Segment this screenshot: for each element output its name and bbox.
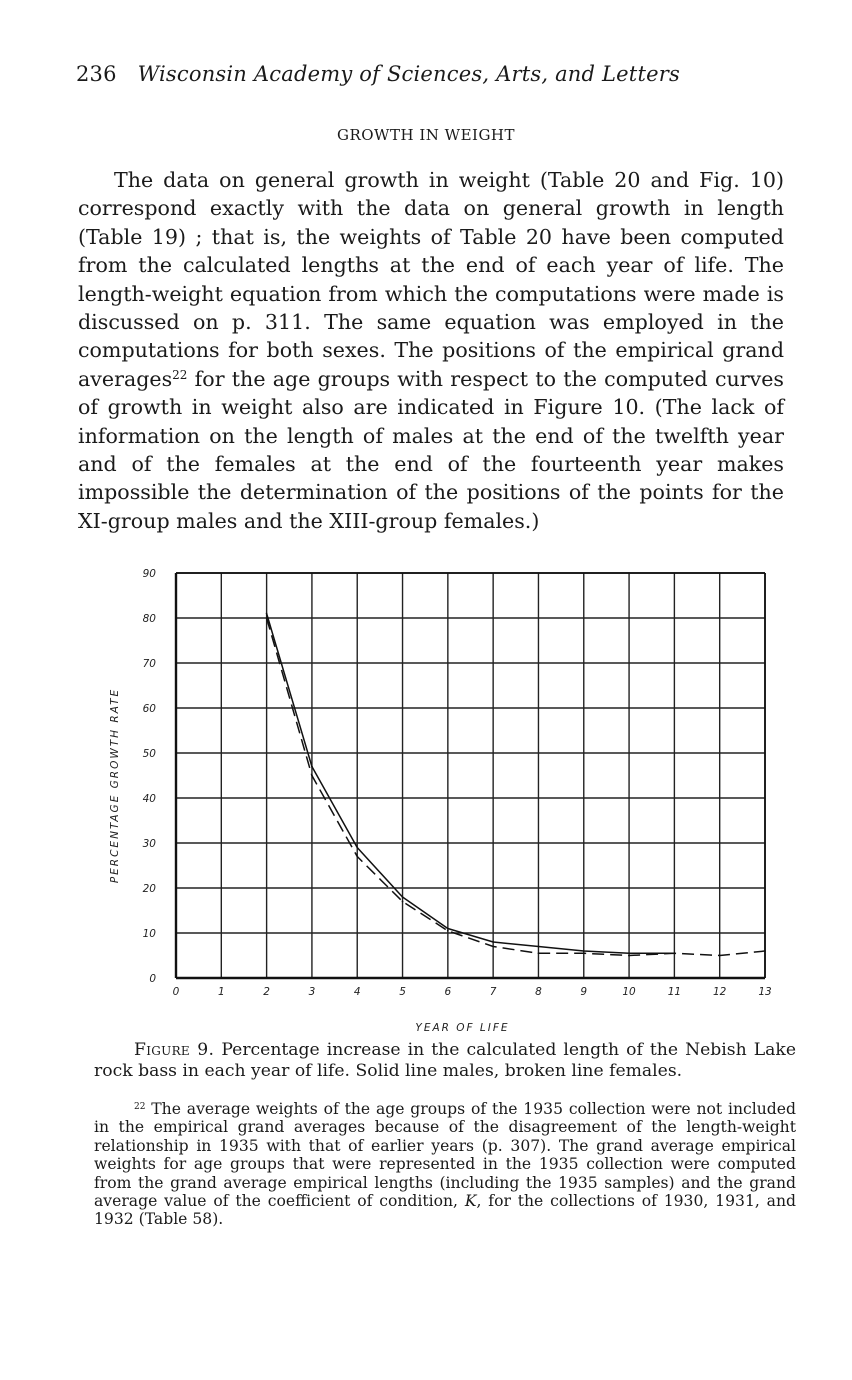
y-tick-label: 40 [142, 793, 156, 805]
data-point-dashed [447, 930, 449, 932]
y-tick-label: 50 [142, 748, 156, 760]
data-point-solid [583, 950, 585, 952]
footnote-text-a: The average weights of the age groups of the 1935 collection were not included in the empirical grand averages because of the disagreement of the length-weight relationship in 1935 with that of earlier years (p. 307). The grand average empirical weights for age groups that were represented in the 1935 collection were computed from the grand average empirical lengths (including the 1935 samples) and the grand average value of the coefficient of condition, [94, 1100, 796, 1211]
x-axis-label: YEAR OF LIFE [415, 1022, 510, 1034]
data-point-solid [311, 766, 313, 768]
x-tick-label: 9 [580, 986, 588, 998]
data-point-dashed [311, 775, 313, 777]
y-tick-label: 70 [142, 658, 156, 670]
x-tick-label: 0 [172, 986, 180, 998]
data-point-dashed [673, 952, 675, 954]
x-tick-label: 10 [622, 986, 636, 998]
data-point-solid [266, 613, 268, 615]
x-tick-label: 11 [667, 986, 682, 998]
body-paragraph [78, 166, 784, 535]
footnote-reference: 22 [172, 367, 188, 382]
chart-svg [100, 560, 800, 1040]
footnote-text-b: , for the collections of 1930, 1931, and 1932 (Table 58). [94, 1192, 796, 1229]
x-tick-label: 3 [308, 986, 316, 998]
growth-rate-chart [100, 560, 800, 1040]
x-tick-label: 6 [444, 986, 452, 998]
data-point-dashed [266, 617, 268, 619]
body-text-part2: for the age groups with respect to the computed curves of growth in weight also are indicated in Figure 10. (The lack of information on the length of males at the end of the twelfth year and of the females at the end of the fourteenth year makes impossible the determination of the positions of the points for the XI-group males and the XIII-group females.) [78, 366, 784, 533]
figure-caption [94, 1040, 796, 1082]
section-heading: GROWTH IN WEIGHT [336, 126, 516, 144]
y-axis-label: PERCENTAGE GROWTH RATE [109, 687, 121, 884]
x-tick-label: 4 [353, 986, 361, 998]
data-point-dashed [764, 950, 766, 952]
footnote [94, 1100, 796, 1229]
y-tick-label: 30 [142, 838, 156, 850]
x-tick-label: 8 [535, 986, 542, 998]
data-point-solid [447, 928, 449, 930]
data-point-dashed [538, 952, 540, 954]
data-point-dashed [492, 946, 494, 948]
data-point-dashed [628, 955, 630, 957]
x-tick-label: 12 [713, 986, 727, 998]
page-number: 236 [76, 62, 117, 86]
data-point-solid [538, 946, 540, 948]
data-point-solid [492, 941, 494, 943]
x-tick-label: 5 [399, 986, 406, 998]
data-point-dashed [356, 856, 358, 858]
x-tick-label: 1 [217, 986, 225, 998]
data-point-dashed [402, 901, 404, 903]
figure-caption-text: Percentage increase in the calculated length of the Nebish Lake rock bass in each year of life. Solid line males, broken line females. [94, 1040, 796, 1081]
journal-title: Wisconsin Academy of Sciences, Arts, and Letters [137, 62, 680, 86]
series-line-dashed [267, 618, 765, 956]
data-point-dashed [719, 955, 721, 957]
body-text-part1: The data on general growth in weight (Table 20 and Fig. 10) correspond exactly with the data on general growth in length (Table 19) ; that is, the weights of Table 20 have been computed from the calculated lengths at the end of each year of life. The length-weight equation from which the computations were made is discussed on p. 311. The same equation was employed in the computations for both sexes. The positions of the empirical grand averages [78, 168, 784, 391]
data-point-solid [356, 847, 358, 849]
y-tick-label: 60 [142, 703, 156, 715]
x-tick-label: 13 [758, 986, 772, 998]
y-tick-label: 20 [142, 883, 156, 895]
figure-label: Figure 9. [134, 1040, 215, 1060]
series-line-solid [267, 614, 675, 954]
footnote-marker: 22 [134, 1102, 146, 1112]
y-tick-label: 90 [142, 568, 156, 580]
running-head [76, 62, 776, 86]
data-point-dashed [583, 952, 585, 954]
y-tick-label: 10 [142, 928, 156, 940]
footnote-k-symbol: K [464, 1192, 477, 1211]
x-tick-label: 7 [489, 986, 497, 998]
data-point-solid [628, 952, 630, 954]
y-tick-label: 0 [149, 973, 156, 985]
y-tick-label: 80 [142, 613, 156, 625]
x-tick-label: 2 [263, 986, 270, 998]
data-point-solid [402, 896, 404, 898]
